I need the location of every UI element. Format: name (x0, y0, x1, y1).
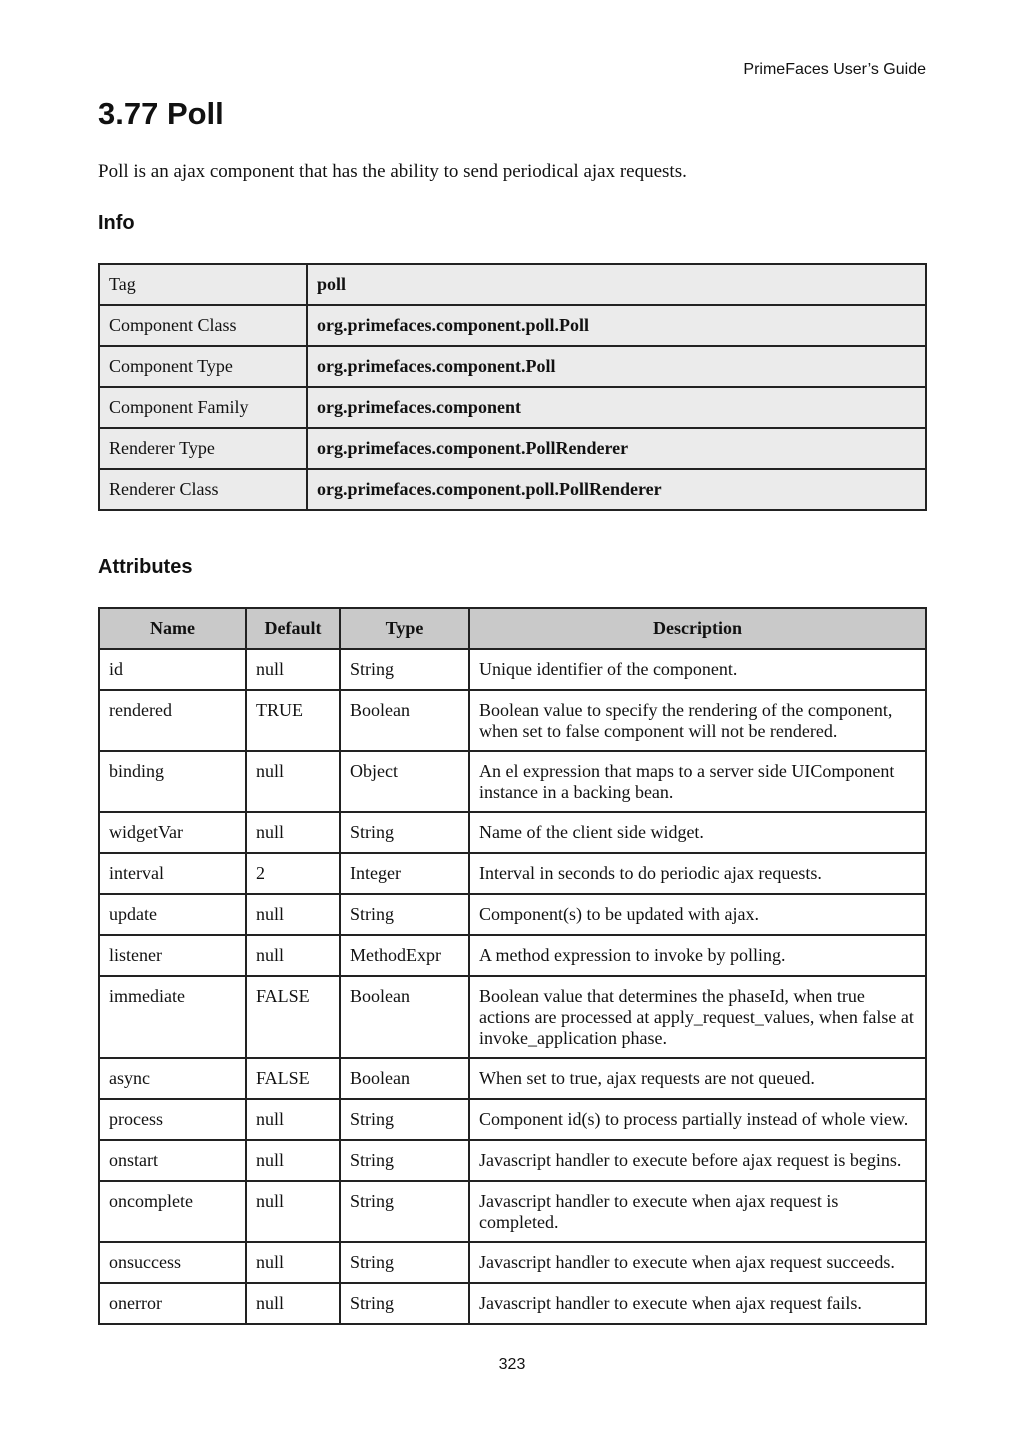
attr-default: null (246, 935, 340, 976)
info-value: org.primefaces.component.Poll (307, 346, 926, 387)
attr-name: async (99, 1058, 246, 1099)
attr-type: Boolean (340, 976, 469, 1058)
attr-default: null (246, 1242, 340, 1283)
attr-description: Javascript handler to execute when ajax request fails. (469, 1283, 926, 1324)
attr-description: Component id(s) to process partially instead of whole view. (469, 1099, 926, 1140)
table-row (99, 894, 926, 935)
table-row (99, 1181, 926, 1242)
table-row (99, 935, 926, 976)
info-row-renderer-type (99, 428, 926, 469)
attr-default: null (246, 1283, 340, 1324)
attr-type: String (340, 1140, 469, 1181)
column-header-description: Description (469, 608, 926, 649)
attr-name: widgetVar (99, 812, 246, 853)
attr-description: An el expression that maps to a server side UIComponent instance in a backing bean. (469, 751, 926, 812)
attr-default: null (246, 1099, 340, 1140)
attr-default: FALSE (246, 976, 340, 1058)
attr-default: null (246, 1140, 340, 1181)
attr-description: A method expression to invoke by polling. (469, 935, 926, 976)
attr-type: String (340, 1242, 469, 1283)
table-row (99, 812, 926, 853)
attr-name: onsuccess (99, 1242, 246, 1283)
info-value: org.primefaces.component.poll.Poll (307, 305, 926, 346)
attr-description: Name of the client side widget. (469, 812, 926, 853)
attr-type: MethodExpr (340, 935, 469, 976)
info-value: org.primefaces.component.PollRenderer (307, 428, 926, 469)
attr-name: onerror (99, 1283, 246, 1324)
attr-name: update (99, 894, 246, 935)
table-row (99, 976, 926, 1058)
attr-name: listener (99, 935, 246, 976)
table-row (99, 1058, 926, 1099)
info-key: Renderer Type (99, 428, 307, 469)
info-value: org.primefaces.component (307, 387, 926, 428)
attr-description: Boolean value that determines the phaseId, when true actions are processed at apply_request_values, when false at invoke_application phase. (469, 976, 926, 1058)
running-header: PrimeFaces User’s Guide (743, 61, 926, 78)
table-row (99, 649, 926, 690)
info-table (98, 263, 927, 511)
attr-type: String (340, 894, 469, 935)
section-title: 3.77 Poll (98, 96, 224, 131)
attr-description: Interval in seconds to do periodic ajax requests. (469, 853, 926, 894)
table-row (99, 853, 926, 894)
attr-description: Component(s) to be updated with ajax. (469, 894, 926, 935)
table-row (99, 751, 926, 812)
table-row (99, 1140, 926, 1181)
attr-type: String (340, 649, 469, 690)
page-number: 323 (498, 1356, 526, 1373)
attr-name: onstart (99, 1140, 246, 1181)
attr-default: 2 (246, 853, 340, 894)
attr-default: null (246, 812, 340, 853)
attr-default: null (246, 894, 340, 935)
attr-type: Integer (340, 853, 469, 894)
info-heading: Info (98, 212, 135, 234)
attributes-heading: Attributes (98, 556, 193, 578)
table-row (99, 1242, 926, 1283)
attr-description: Unique identifier of the component. (469, 649, 926, 690)
attr-default: null (246, 649, 340, 690)
attr-default: TRUE (246, 690, 340, 751)
attr-default: FALSE (246, 1058, 340, 1099)
attributes-table (98, 607, 927, 1325)
attr-name: interval (99, 853, 246, 894)
table-row (99, 1099, 926, 1140)
table-row (99, 1283, 926, 1324)
attr-type: Object (340, 751, 469, 812)
attr-description: Javascript handler to execute when ajax request is completed. (469, 1181, 926, 1242)
attr-name: id (99, 649, 246, 690)
column-header-name: Name (99, 608, 246, 649)
info-row-tag (99, 264, 926, 305)
table-row (99, 690, 926, 751)
attr-description: When set to true, ajax requests are not queued. (469, 1058, 926, 1099)
info-row-renderer-class (99, 469, 926, 510)
attr-name: rendered (99, 690, 246, 751)
attr-type: Boolean (340, 1058, 469, 1099)
intro-paragraph: Poll is an ajax component that has the ability to send periodical ajax requests. (98, 161, 687, 182)
attr-type: String (340, 1283, 469, 1324)
column-header-default: Default (246, 608, 340, 649)
attr-default: null (246, 1181, 340, 1242)
attr-description: Javascript handler to execute when ajax request succeeds. (469, 1242, 926, 1283)
attr-default: null (246, 751, 340, 812)
attr-description: Boolean value to specify the rendering of the component, when set to false component will not be rendered. (469, 690, 926, 751)
column-header-type: Type (340, 608, 469, 649)
info-row-component-class (99, 305, 926, 346)
attr-name: process (99, 1099, 246, 1140)
info-key: Component Type (99, 346, 307, 387)
attr-type: String (340, 812, 469, 853)
info-key: Component Class (99, 305, 307, 346)
info-value: org.primefaces.component.poll.PollRenderer (307, 469, 926, 510)
attr-name: binding (99, 751, 246, 812)
attr-description: Javascript handler to execute before ajax request is begins. (469, 1140, 926, 1181)
info-key: Renderer Class (99, 469, 307, 510)
info-row-component-family (99, 387, 926, 428)
info-key: Component Family (99, 387, 307, 428)
info-value: poll (307, 264, 926, 305)
info-row-component-type (99, 346, 926, 387)
attributes-header-row (99, 608, 926, 649)
info-key: Tag (99, 264, 307, 305)
attr-type: Boolean (340, 690, 469, 751)
attr-name: immediate (99, 976, 246, 1058)
attr-type: String (340, 1099, 469, 1140)
attr-name: oncomplete (99, 1181, 246, 1242)
attr-type: String (340, 1181, 469, 1242)
